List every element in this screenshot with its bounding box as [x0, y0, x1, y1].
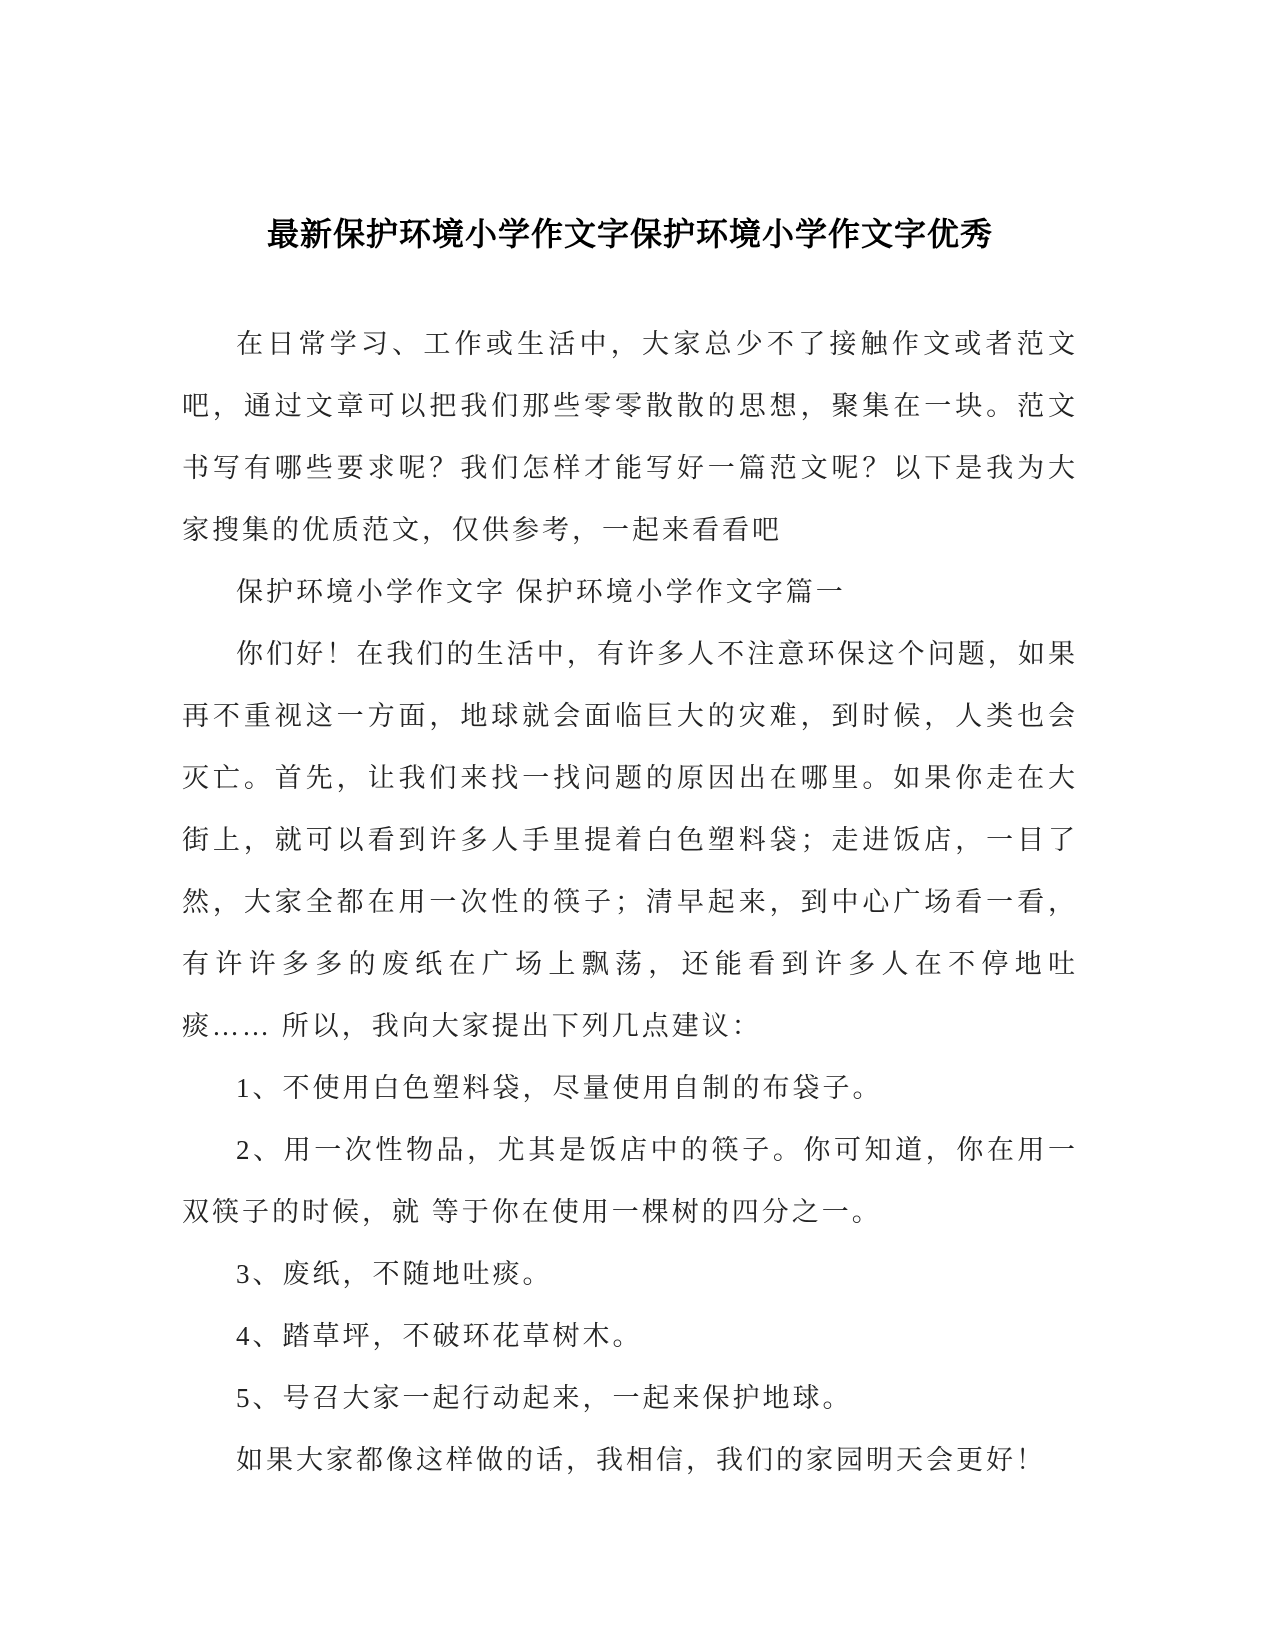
list-item-3: 3、废纸，不随地吐痰。: [236, 1259, 553, 1289]
document-content: [182, 207, 1078, 1491]
document-body: [182, 313, 1078, 1491]
list-item-5: 5、号召大家一起行动起来，一起来保护地球。: [236, 1383, 853, 1413]
paragraph-closing: 如果大家都像这样做的话，我相信，我们的家园明天会更好！: [236, 1445, 1046, 1475]
list-item-1: 1、不使用白色塑料袋，尽量使用自制的布袋子。: [236, 1073, 883, 1103]
paragraph-main: 你们好！在我们的生活中，有许多人不注意环保这个问题，如果再不重视这一方面，地球就会面临巨大的灾难，到时候，人类也会灭亡。首先，让我们来找一找问题的原因出在哪里。如果你走在大街上，就可以看到许多人手里提着白色塑料袋；走进饭店，一目了然，大家全都在用一次性的筷子；清早起来，到中心广场看一看，有许许多多的废纸在广场上飘荡，还能看到许多人在不停地吐痰…… 所以，我向大家提出下列几点建议：: [182, 639, 1078, 1041]
paragraph-subtitle: 保护环境小学作文字 保护环境小学作文字篇一: [236, 577, 846, 607]
list-item-4: 4、踏草坪，不破环花草树木。: [236, 1321, 643, 1351]
list-item-2: 2、用一次性物品，尤其是饭店中的筷子。你可知道，你在用一双筷子的时候，就 等于你在使用一棵树的四分之一。: [182, 1135, 1078, 1227]
document-title: 最新保护环境小学作文字保护环境小学作文字优秀: [266, 216, 993, 252]
paragraph-intro: 在日常学习、工作或生活中，大家总少不了接触作文或者范文吧，通过文章可以把我们那些零零散散的思想，聚集在一块。范文书写有哪些要求呢？我们怎样才能写好一篇范文呢？以下是我为大家搜集的优质范文，仅供参考，一起来看看吧: [182, 329, 1078, 545]
